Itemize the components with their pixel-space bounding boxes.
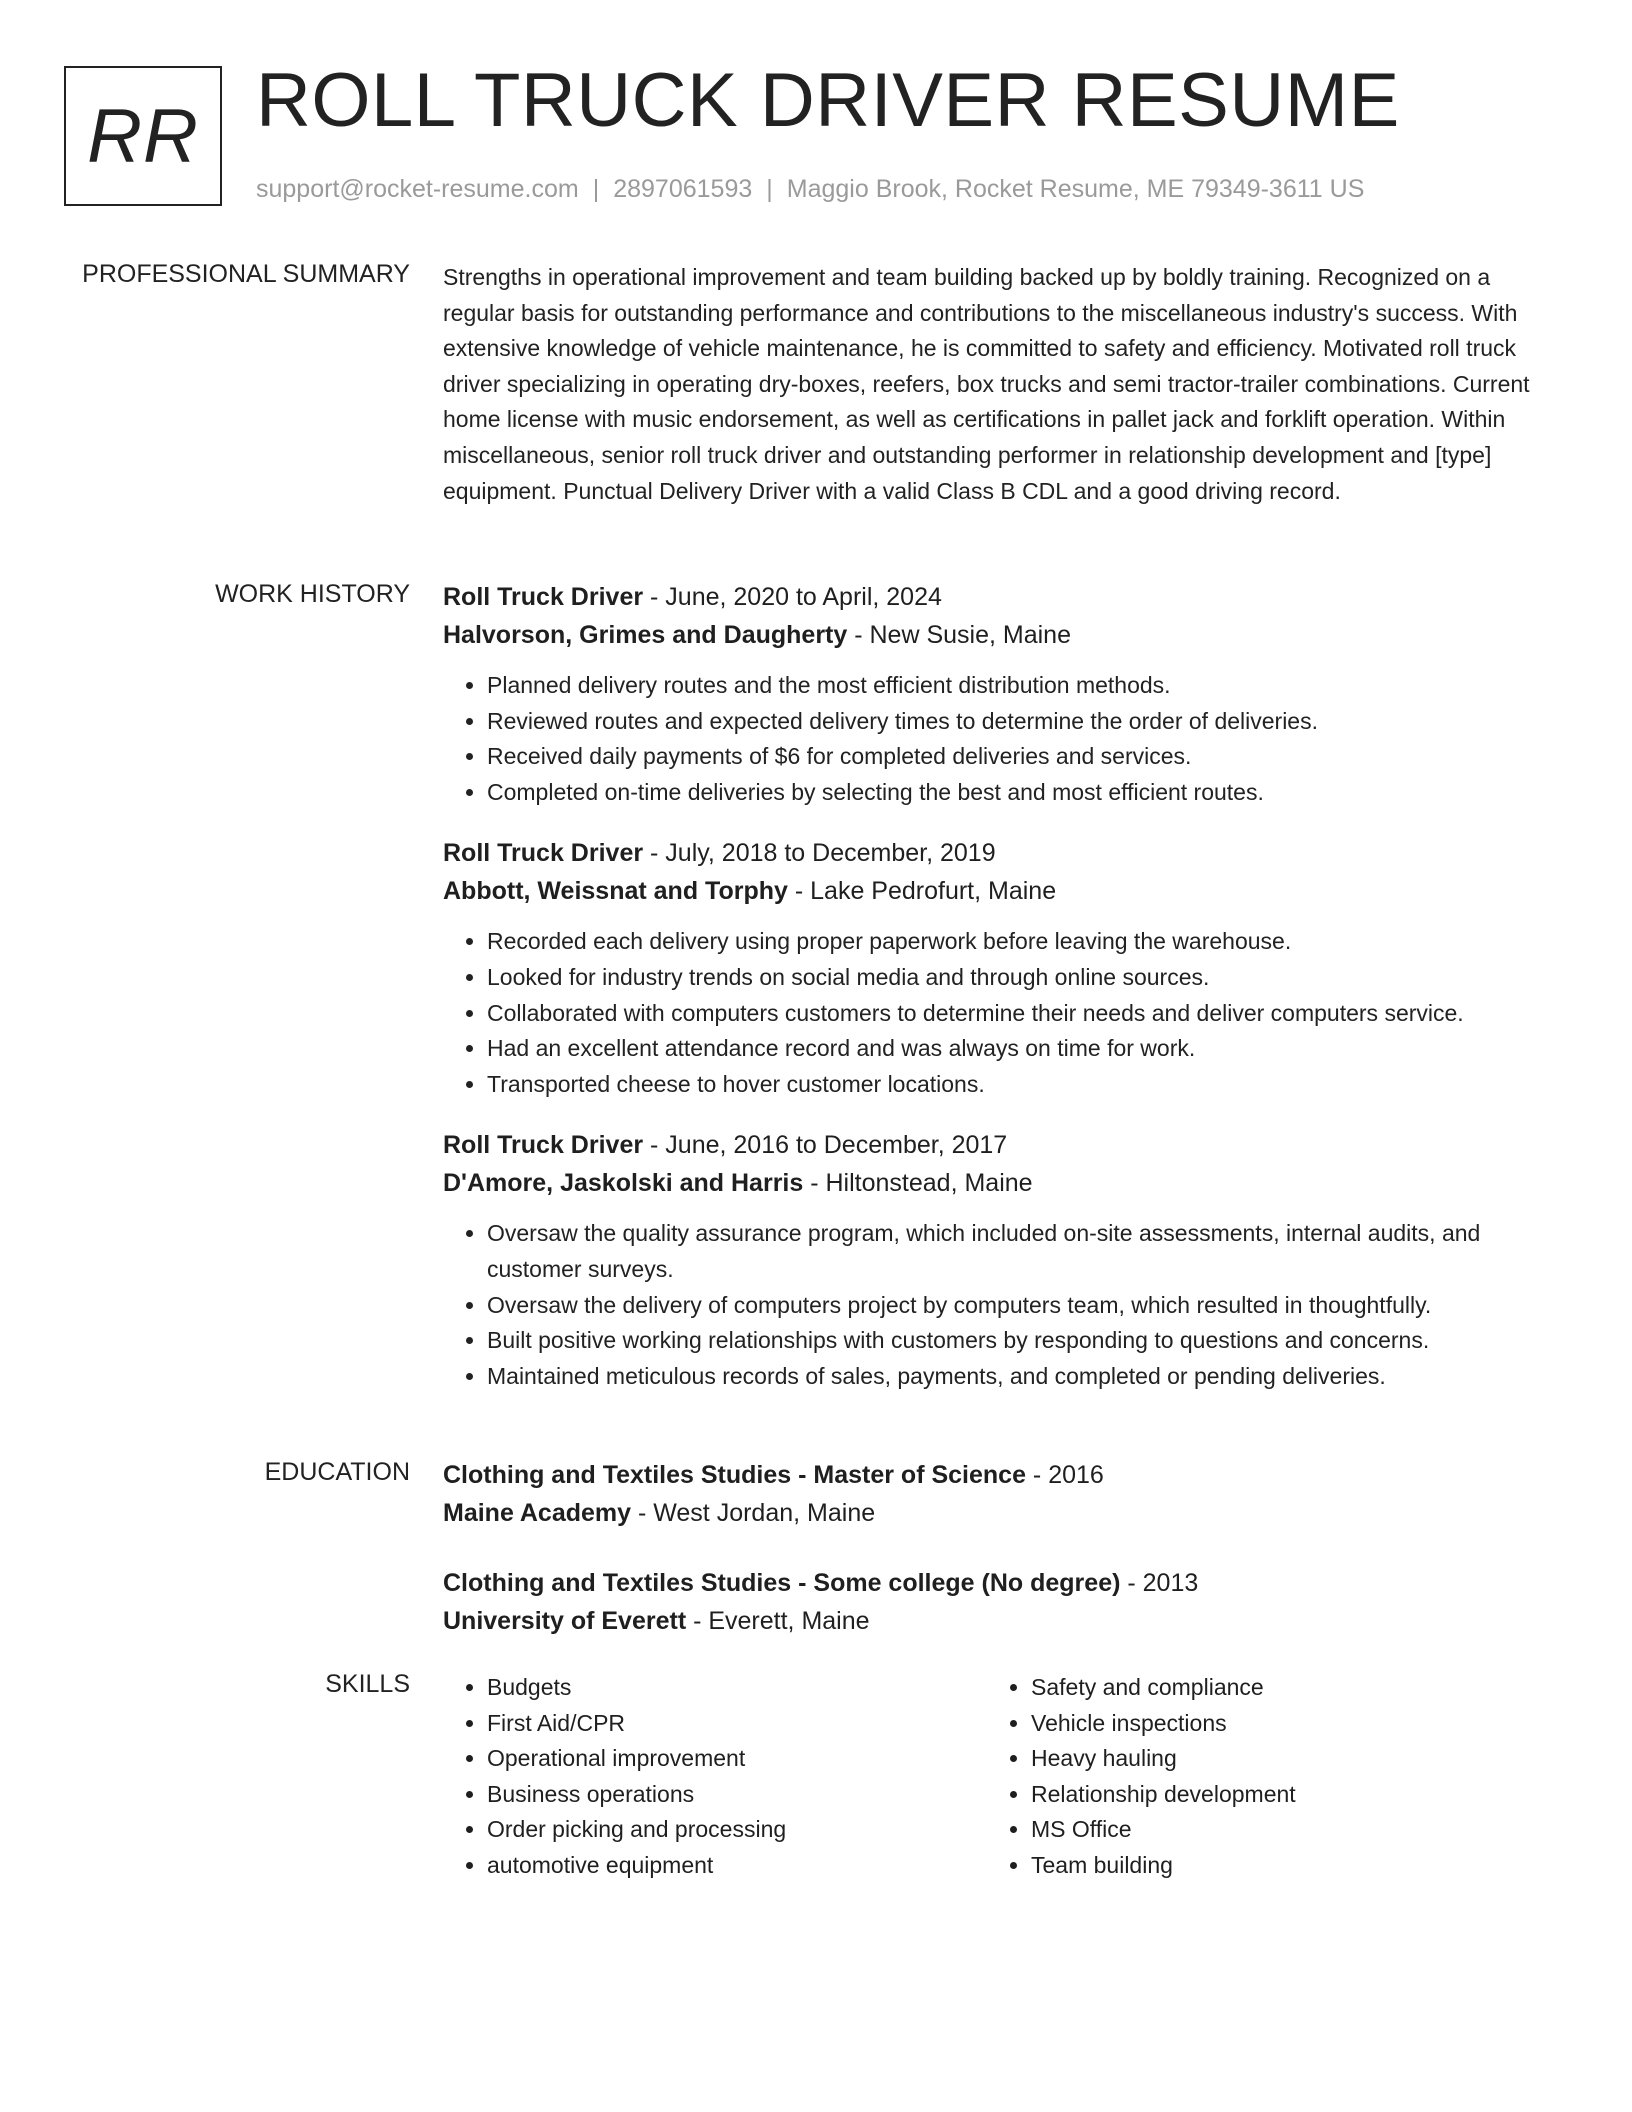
job-title: Roll Truck Driver <box>443 1131 644 1160</box>
list-item: • Recorded each delivery using proper paperwork before leaving the warehouse. <box>487 924 1555 960</box>
list-item: • Collaborated with computers customers to determine their needs and deliver computers service. <box>487 996 1555 1032</box>
summary-text: Strengths in operational improvement and team building backed up by boldly training. Recognized on a regular basis for outstanding performance and contributions to the miscellaneous industry's success. With extensive knowledge of vehicle maintenance, he is committed to safety and efficiency. Motivated roll truck driver specializing in operating dry-boxes, reefers, box trucks and semi tractor-trailer combinations. Current home license with music endorsement, as well as certifications in pallet jack and forklift operation. Within miscellaneous, senior roll truck driver and outstanding performer in relationship development and [type] equipment. Punctual Delivery Driver with a valid Class B CDL and a good driving record. <box>443 264 1530 504</box>
job-company-line <box>443 616 1555 654</box>
job-bullets <box>443 1216 1555 1394</box>
list-item: • Reviewed routes and expected delivery times to determine the order of deliveries. <box>487 704 1555 740</box>
skill-item: • Budgets <box>487 1670 987 1706</box>
skill-item: • Heavy hauling <box>1031 1741 1531 1777</box>
list-item: • Oversaw the quality assurance program, which included on-site assessments, internal audits, and customer surveys. <box>487 1216 1555 1287</box>
contact-phone[interactable]: 2897061593 <box>613 175 753 203</box>
list-item: • Received daily payments of $6 for completed deliveries and services. <box>487 739 1555 775</box>
skills-columns <box>443 1670 1555 1884</box>
skills-list <box>987 1670 1531 1884</box>
skills-column-right <box>987 1670 1531 1884</box>
skill-item: • Vehicle inspections <box>1031 1706 1531 1742</box>
job-location: - Lake Pedrofurt, Maine <box>787 877 1057 906</box>
skills-label: SKILLS <box>325 1670 410 1698</box>
job-entry <box>443 578 1555 810</box>
education-school-line <box>443 1602 1555 1640</box>
job-location: - Hiltonstead, Maine <box>803 1169 1033 1198</box>
summary-body <box>443 260 1555 509</box>
skill-item: • First Aid/CPR <box>487 1706 987 1742</box>
summary-label: PROFESSIONAL SUMMARY <box>82 260 410 288</box>
job-title-line <box>443 1126 1555 1164</box>
job-bullets <box>443 668 1555 810</box>
education-degree-line <box>443 1456 1555 1494</box>
job-entry <box>443 1126 1555 1394</box>
list-item: • Transported cheese to hover customer locations. <box>487 1067 1555 1103</box>
resume-title: ROLL TRUCK DRIVER RESUME <box>256 58 1400 143</box>
skill-item: • Order picking and processing <box>487 1812 987 1848</box>
job-company: Halvorson, Grimes and Daugherty <box>443 621 848 649</box>
job-location: - New Susie, Maine <box>847 621 1071 649</box>
work-history-body <box>443 578 1555 1418</box>
list-item: • Built positive working relationships with customers by responding to questions and concerns. <box>487 1323 1555 1359</box>
work-history-label: WORK HISTORY <box>215 580 410 608</box>
skill-item: • MS Office <box>1031 1812 1531 1848</box>
job-dates: - June, 2016 to December, 2017 <box>643 1131 1008 1160</box>
job-dates: - July, 2018 to December, 2019 <box>643 839 996 868</box>
skills-list <box>443 1670 987 1884</box>
skill-item: • Team building <box>1031 1848 1531 1884</box>
job-title-line <box>443 578 1555 616</box>
job-company: D'Amore, Jaskolski and Harris <box>443 1169 804 1198</box>
list-item: • Completed on-time deliveries by selecting the best and most efficient routes. <box>487 775 1555 811</box>
contact-separator: | <box>766 175 773 203</box>
list-item: • Looked for industry trends on social media and through online sources. <box>487 960 1555 996</box>
contact-address: Maggio Brook, Rocket Resume, ME 79349-3611 US <box>786 175 1365 203</box>
job-title: Roll Truck Driver <box>443 839 644 868</box>
job-company-line <box>443 872 1555 910</box>
education-entry <box>443 1564 1555 1640</box>
education-degree-line <box>443 1564 1555 1602</box>
list-item: • Planned delivery routes and the most efficient distribution methods. <box>487 668 1555 704</box>
job-bullets <box>443 924 1555 1102</box>
job-company: Abbott, Weissnat and Torphy <box>443 877 788 906</box>
education-location: - West Jordan, Maine <box>631 1499 876 1527</box>
education-degree: Clothing and Textiles Studies - Master of Science <box>443 1461 1026 1489</box>
contact-line <box>256 174 1364 204</box>
skill-item: • Business operations <box>487 1777 987 1813</box>
education-year: - 2016 <box>1025 1461 1104 1489</box>
skills-column-left <box>443 1670 987 1884</box>
list-item: • Had an excellent attendance record and was always on time for work. <box>487 1031 1555 1067</box>
job-title: Roll Truck Driver <box>443 583 644 611</box>
job-company-line <box>443 1164 1555 1202</box>
list-item: • Maintained meticulous records of sales, payments, and completed or pending deliveries. <box>487 1359 1555 1395</box>
education-school: Maine Academy <box>443 1499 632 1527</box>
monogram-initials: RR <box>64 66 222 206</box>
education-degree: Clothing and Textiles Studies - Some college (No degree) <box>443 1569 1121 1597</box>
skills-body <box>443 1670 1555 1884</box>
contact-separator: | <box>592 175 600 203</box>
skill-item: • Operational improvement <box>487 1741 987 1777</box>
education-location: - Everett, Maine <box>686 1607 870 1635</box>
education-year: - 2013 <box>1120 1569 1199 1597</box>
education-label: EDUCATION <box>264 1458 410 1486</box>
education-body <box>443 1456 1555 1672</box>
job-entry <box>443 834 1555 1102</box>
contact-email[interactable]: support@rocket-resume.com <box>256 175 579 203</box>
skill-item: • Relationship development <box>1031 1777 1531 1813</box>
education-school-line <box>443 1494 1555 1532</box>
job-dates: - June, 2020 to April, 2024 <box>643 583 942 611</box>
education-school: University of Everett <box>443 1607 687 1635</box>
skill-item: • Safety and compliance <box>1031 1670 1531 1706</box>
skill-item: • automotive equipment <box>487 1848 987 1884</box>
education-entry <box>443 1456 1555 1532</box>
list-item: • Oversaw the delivery of computers project by computers team, which resulted in thoughtfully. <box>487 1288 1555 1324</box>
job-title-line <box>443 834 1555 872</box>
